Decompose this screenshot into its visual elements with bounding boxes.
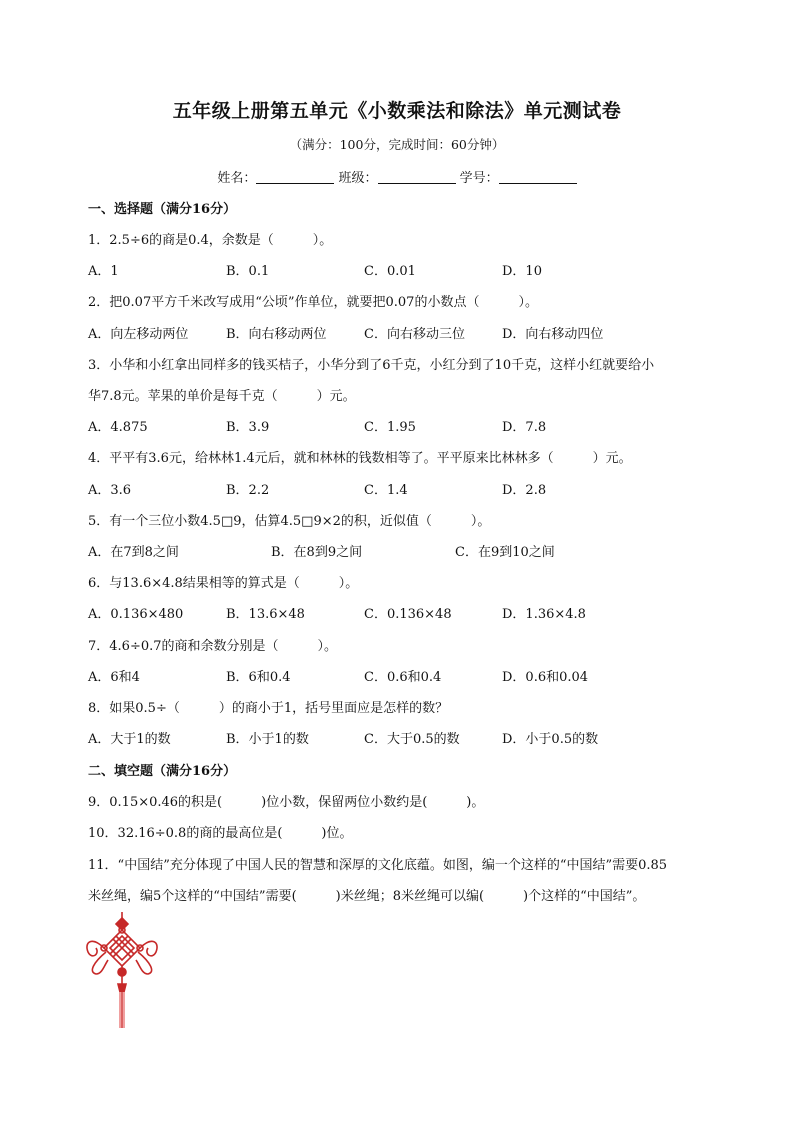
q8-option-c: C．大于0.5的数 [364,732,460,747]
question-8: 8．如果0.5÷（ ）的商小于1，括号里面应是怎样的数？ [88,701,449,716]
q4-option-c: C．1.4 [364,483,408,498]
q7-option-d: D．0.6和0.04 [502,670,589,685]
q2-option-d: D．向右移动四位 [502,327,604,342]
q7-option-b: B．6和0.4 [226,670,291,685]
question-10: 10．32.16÷0.8的商的最高位是( )位。 [88,826,353,841]
q4-option-b: B．2.2 [226,483,270,498]
q5-option-a: A．在7到8之间 [88,545,179,560]
question-3-line-1: 3．小华和小红拿出同样多的钱买桔子，小华分到了6千克，小红分到了10千克，这样小红就要给小 [88,358,655,373]
question-3-line-2: 华7.8元。苹果的单价是每千克（ ）元。 [88,389,356,404]
chinese-knot-image [82,912,162,1030]
page-title: 五年级上册第五单元《小数乘法和除法》单元测试卷 [172,100,622,122]
q6-option-d: D．1.36×4.8 [502,607,586,622]
q8-option-d: D．小于0.5的数 [502,732,599,747]
q2-option-c: C．向右移动三位 [364,327,465,342]
q5-option-b: B．在8到9之间 [271,545,363,560]
question-9: 9．0.15×0.46的积是( )位小数，保留两位小数约是( )。 [88,795,485,810]
id-label: 学号： [459,171,499,186]
id-blank[interactable] [499,169,577,184]
section-heading-choice: 一、选择题（满分16分） [88,202,237,217]
q7-option-a: A．6和4 [88,670,140,685]
class-label: 班级： [338,171,378,186]
q6-option-b: B．13.6×48 [226,607,305,622]
q5-option-c: C．在9到10之间 [455,545,555,560]
page-subtitle: （满分：100分，完成时间：60分钟） [289,137,505,152]
question-11-line-2: 米丝绳，编5个这样的“中国结”需要( )米丝绳；8米丝绳可以编( )个这样的“中国结”。 [88,889,646,904]
q4-option-d: D．2.8 [502,483,547,498]
name-label: 姓名： [217,171,257,186]
q3-option-b: B．3.9 [226,420,270,435]
q1-option-b: B．0.1 [226,264,270,279]
q7-option-c: C．0.6和0.4 [364,670,442,685]
student-info [0,167,794,186]
question-1: 1．2.5÷6的商是0.4，余数是（ ）。 [88,233,333,248]
q2-option-b: B．向右移动两位 [226,327,327,342]
q6-option-a: A．0.136×480 [88,607,184,622]
question-7: 7．4.6÷0.7的商和余数分别是（ ）。 [88,639,338,654]
question-2: 2．把0.07平方千米改写成用“公顷”作单位，就要把0.07的小数点（ ）。 [88,295,538,310]
q3-option-c: C．1.95 [364,420,416,435]
q6-option-c: C．0.136×48 [364,607,452,622]
question-6: 6．与13.6×4.8结果相等的算式是（ ）。 [88,576,359,591]
q1-option-d: D．10 [502,264,542,279]
question-11-line-1: 11．“中国结”充分体现了中国人民的智慧和深厚的文化底蕴。如图，编一个这样的“中国结”需要0.85 [88,858,668,873]
q4-option-a: A．3.6 [88,483,132,498]
section-heading-fill: 二、填空题（满分16分） [88,764,237,779]
name-blank[interactable] [256,169,334,184]
question-5: 5．有一个三位小数4.5□9，估算4.5□9×2的积，近似值（ ）。 [88,514,491,529]
q3-option-a: A．4.875 [88,420,148,435]
q8-option-a: A．大于1的数 [88,732,171,747]
q2-option-a: A．向左移动两位 [88,327,189,342]
q3-option-d: D．7.8 [502,420,547,435]
q8-option-b: B．小于1的数 [226,732,309,747]
class-blank[interactable] [378,169,456,184]
q1-option-c: C．0.01 [364,264,416,279]
question-4: 4．平平有3.6元，给林林1.4元后，就和林林的钱数相等了。平平原来比林林多（ ）元。 [88,451,632,466]
q1-option-a: A．1 [88,264,119,279]
